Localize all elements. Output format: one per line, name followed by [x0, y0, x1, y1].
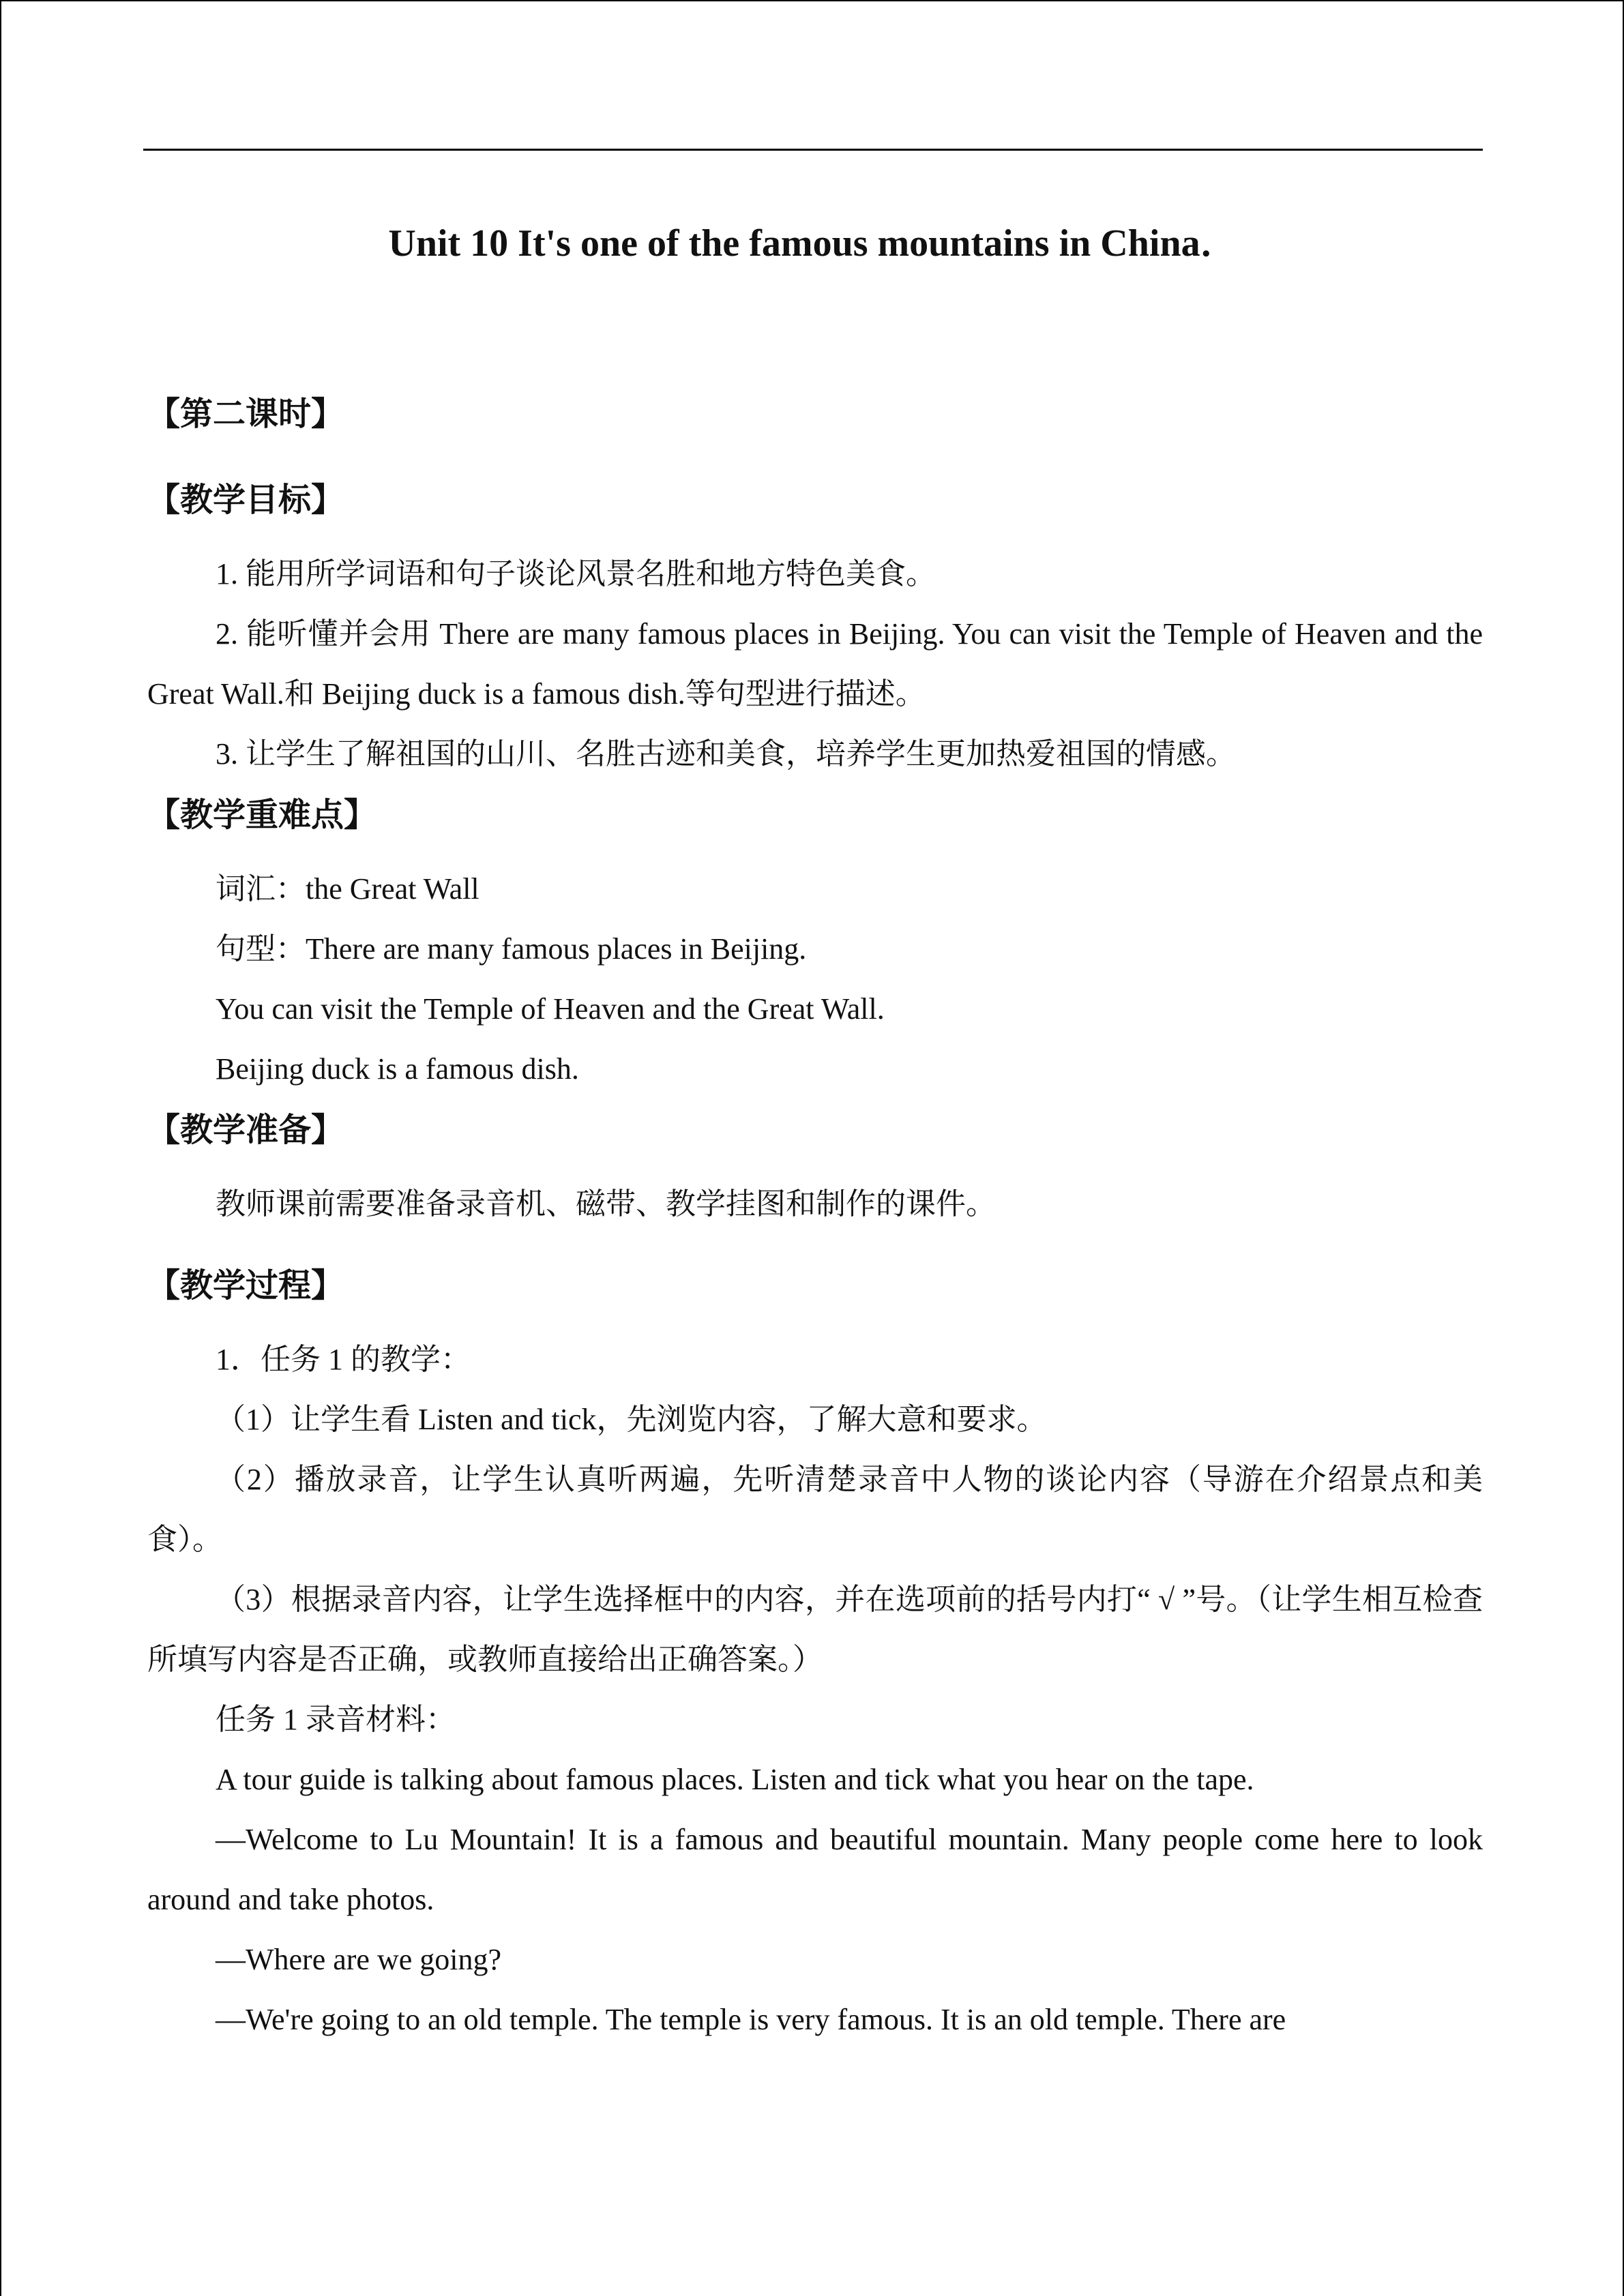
section-heading-preparation: 【教学准备】 [147, 1111, 344, 1149]
objective-item-3: 3. 让学生了解祖国的山川、名胜古迹和美食，培养学生更加热爱祖国的情感。 [216, 737, 1236, 771]
objective-item-1: 1. 能用所学词语和句子谈论风景名胜和地方特色美食。 [216, 557, 936, 591]
process-material-line-2: —Where are we going? [216, 1943, 502, 1976]
process-task-1-material-label: 任务 1 录音材料： [216, 1703, 456, 1736]
key-point-sentence-2: You can visit the Temple of Heaven and the Great Wall. [216, 992, 885, 1026]
process-task-1: 1．任务 1 的教学： [216, 1343, 471, 1376]
process-step-3: （3）根据录音内容，让学生选择框中的内容，并在选项前的括号内打“ √ ”号。（让学生相互检查所填写内容是否正确，或教师直接给出正确答案。） [147, 1583, 1483, 1676]
preparation-text: 教师课前需要准备录音机、磁带、教学挂图和制作的课件。 [216, 1187, 996, 1221]
key-point-vocabulary: 词汇：the Great Wall [216, 872, 479, 906]
key-point-sentence-pattern: 句型：There are many famous places in Beijing. [216, 932, 807, 966]
process-material-intro: A tour guide is talking about famous places. Listen and tick what you hear on the tape. [216, 1763, 1254, 1796]
section-heading-key-points: 【教学重难点】 [147, 796, 377, 834]
header-rule [143, 149, 1483, 151]
process-step-2: （2）播放录音，让学生认真听两遍，先听清楚录音中人物的谈论内容（导游在介绍景点和美食）。 [147, 1463, 1483, 1556]
section-heading-objectives: 【教学目标】 [147, 481, 344, 519]
document-body [147, 383, 1483, 2050]
process-material-line-3: —We're going to an old temple. The temple is very famous. It is an old temple. There are [216, 2003, 1286, 2036]
document-title: Unit 10 It's one of the famous mountains in China． [388, 222, 1239, 265]
section-heading-process: 【教学过程】 [147, 1266, 344, 1304]
process-material-line-1: —Welcome to Lu Mountain! It is a famous and beautiful mountain. Many people come here to look around and take photos. [147, 1823, 1483, 1916]
section-heading-lesson: 【第二课时】 [147, 395, 344, 433]
objective-item-2: 2. 能听懂并会用 There are many famous places in Beijing. You can visit the Temple of Heaven and the Great Wall.和 Beijing duck is a famous dish.等句型进行描述。 [147, 617, 1483, 711]
process-step-1: （1）让学生看 Listen and tick，先浏览内容，了解大意和要求。 [216, 1403, 1047, 1436]
key-point-sentence-3: Beijing duck is a famous dish. [216, 1052, 579, 1086]
